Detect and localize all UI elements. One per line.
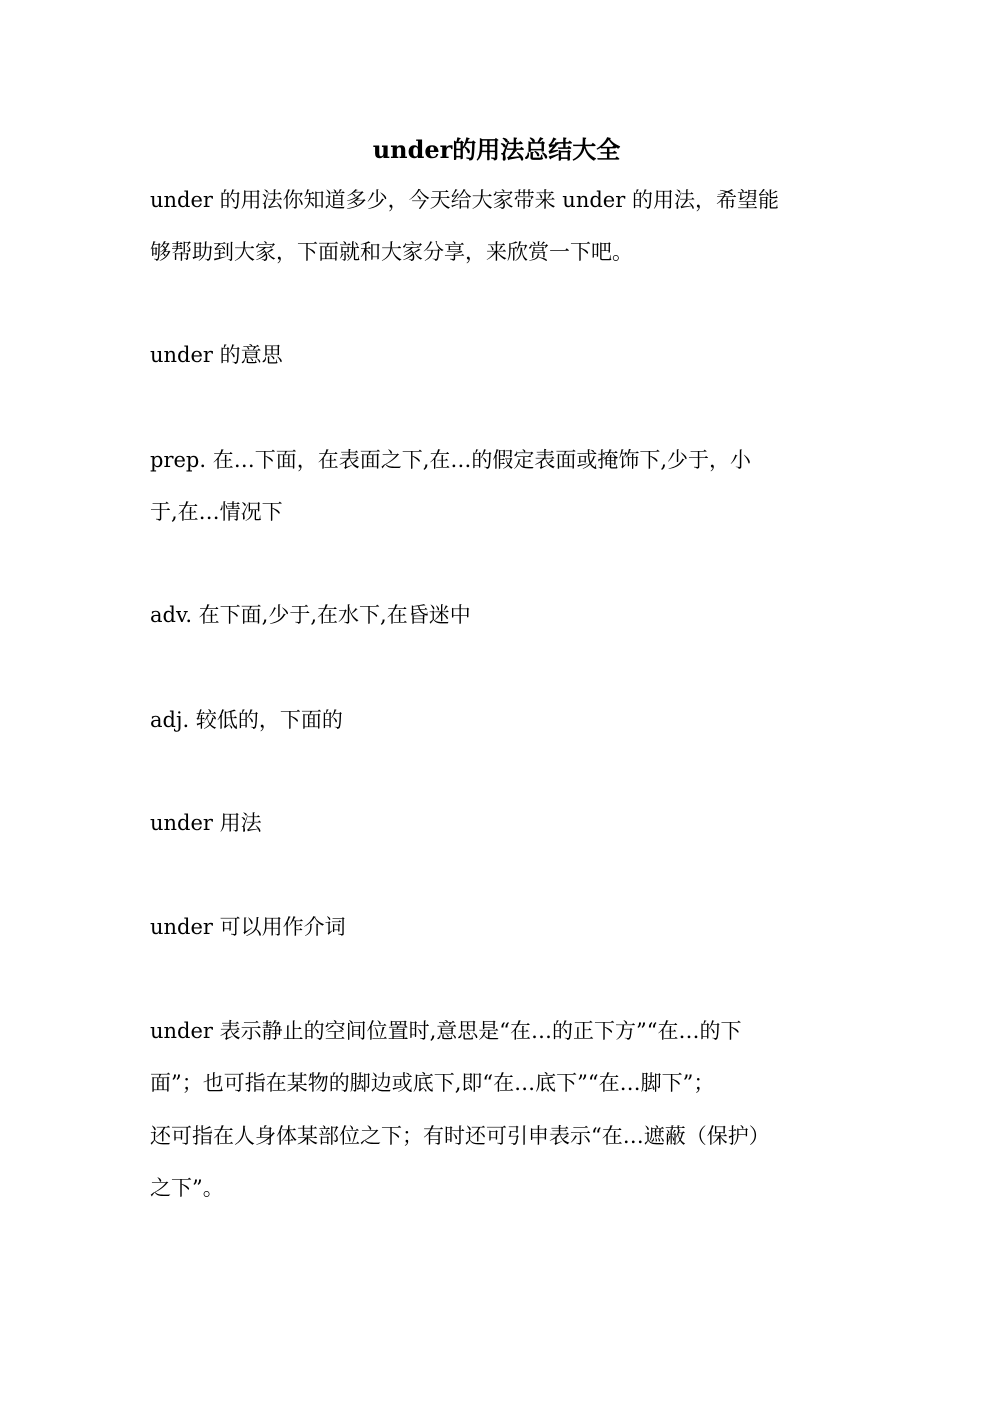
adv-definition: adv. 在下面,少于,在水下,在昏迷中 [150,603,471,627]
usage-paragraph-line-4: 之下”。 [150,1176,224,1200]
heading-meaning: under 的意思 [150,343,283,367]
subheading-preposition: under 可以用作介词 [150,915,346,939]
usage-paragraph-line-3: 还可指在人身体某部位之下；有时还可引申表示“在…遮蔽（保护） [150,1124,770,1148]
adj-definition: adj. 较低的，下面的 [150,708,343,732]
prep-definition-line-2: 于,在…情况下 [150,500,283,524]
intro-line-2: 够帮助到大家，下面就和大家分享，来欣赏一下吧。 [150,240,633,264]
document-title: under的用法总结大全 [372,135,621,164]
prep-definition-line-1: prep. 在…下面，在表面之下,在…的假定表面或掩饰下,少于，小 [150,448,752,472]
usage-paragraph-line-1: under 表示静止的空间位置时,意思是“在…的正下方”“在…的下 [150,1019,742,1043]
heading-usage: under 用法 [150,811,262,835]
intro-line-1: under 的用法你知道多少，今天给大家带来 under 的用法，希望能 [150,188,779,212]
usage-paragraph-line-2: 面”；也可指在某物的脚边或底下,即“在…底下”“在…脚下”； [150,1071,715,1095]
